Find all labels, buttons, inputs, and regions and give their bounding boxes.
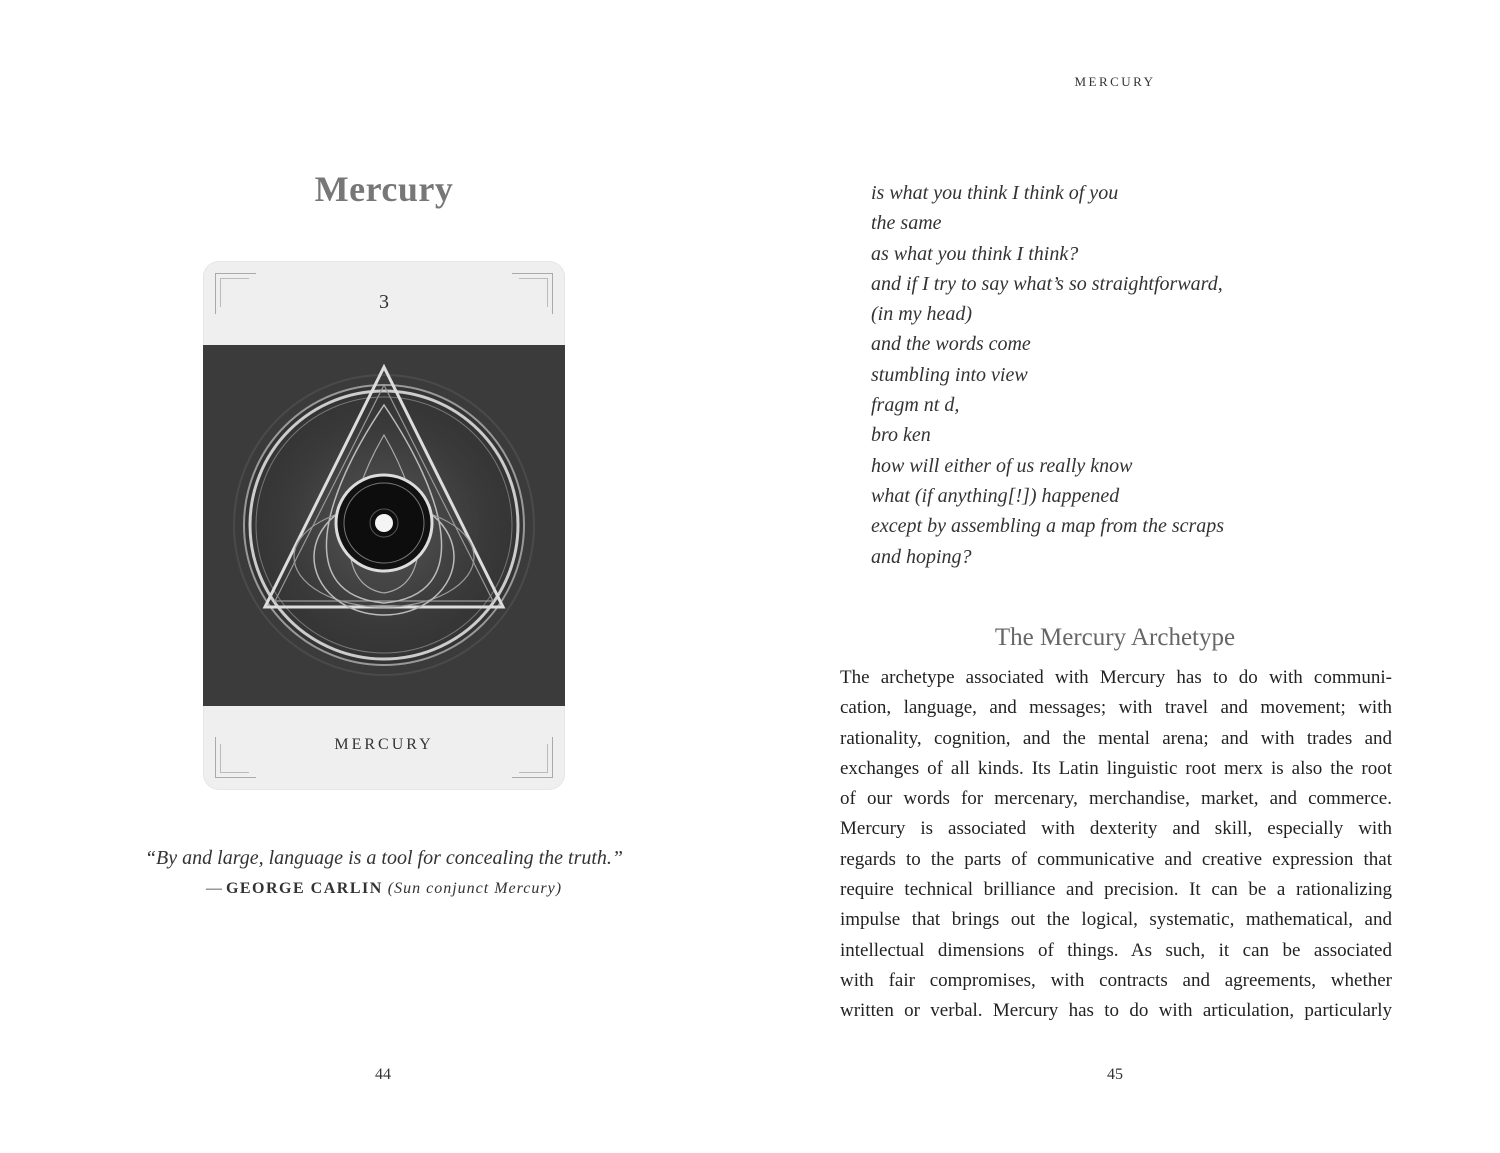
body-line: intellectual dimensions of things. As such, it can be associated: [840, 939, 1392, 961]
mercury-card: [203, 261, 565, 790]
body-line: require technical brilliance and precision. It can be a rationalizing: [840, 879, 1392, 901]
body-line: rationality, cognition, and the mental arena; and with trades and: [840, 727, 1392, 749]
body-line: exchanges of all kinds. Its Latin linguistic root merx is also the root: [840, 757, 1392, 779]
poem-line: fragm nt d,: [871, 394, 960, 417]
triangle-circle-eye-icon: [203, 345, 565, 706]
poem-line: bro ken: [871, 424, 931, 447]
card-name: MERCURY: [334, 736, 434, 753]
page-number-right: 45: [1107, 1066, 1123, 1083]
poem-line: and the words come: [871, 333, 1031, 356]
running-head: MERCURY: [1074, 74, 1156, 89]
body-line: cation, language, and messages; with travel and movement; with: [840, 697, 1392, 719]
poem-line: and hoping?: [871, 545, 972, 568]
poem-line: stumbling into view: [871, 363, 1028, 386]
poem-line: the same: [871, 212, 942, 235]
body-line: written or verbal. Mercury has to do with articulation, particularly: [840, 1000, 1392, 1022]
poem-line: (in my head): [871, 303, 973, 326]
poem-line: what (if anything[!]) happened: [871, 484, 1120, 507]
poem-line: as what you think I think?: [871, 242, 1079, 265]
body-line: Mercury is associated with dexterity and skill, especially with: [840, 818, 1392, 840]
page-number-left: 44: [375, 1066, 391, 1083]
body-line: with fair compromises, with contracts and agreements, whether: [840, 969, 1392, 991]
attribution-dash: —: [205, 880, 226, 897]
chapter-title: Mercury: [314, 169, 454, 209]
poem-line: how will either of us really know: [871, 454, 1133, 477]
attribution-note: (Sun conjunct Mercury): [382, 880, 563, 897]
body-line: The archetype associated with Mercury has to do with communi-: [840, 667, 1392, 688]
poem-line: and if I try to say what’s so straightforward,: [871, 272, 1223, 295]
epigraph-quote: “By and large, language is a tool for concealing the truth.”: [144, 847, 624, 869]
body-paragraph: [840, 663, 1392, 1027]
body-line: impulse that brings out the logical, systematic, mathematical, and: [840, 909, 1392, 931]
card-artwork: [203, 345, 565, 706]
epigraph-attribution: [100, 880, 668, 898]
card-number: 3: [379, 291, 389, 313]
poem-line: except by assembling a map from the scraps: [871, 515, 1225, 538]
body-line: of our words for mercenary, merchandise, market, and commerce.: [840, 788, 1392, 810]
poem: [871, 178, 1291, 572]
body-line: regards to the parts of communicative and creative expression that: [840, 848, 1392, 870]
section-title: The Mercury Archetype: [994, 624, 1236, 651]
attribution-author: GEORGE CARLIN: [225, 880, 383, 897]
poem-line: is what you think I think of you: [871, 182, 1119, 204]
